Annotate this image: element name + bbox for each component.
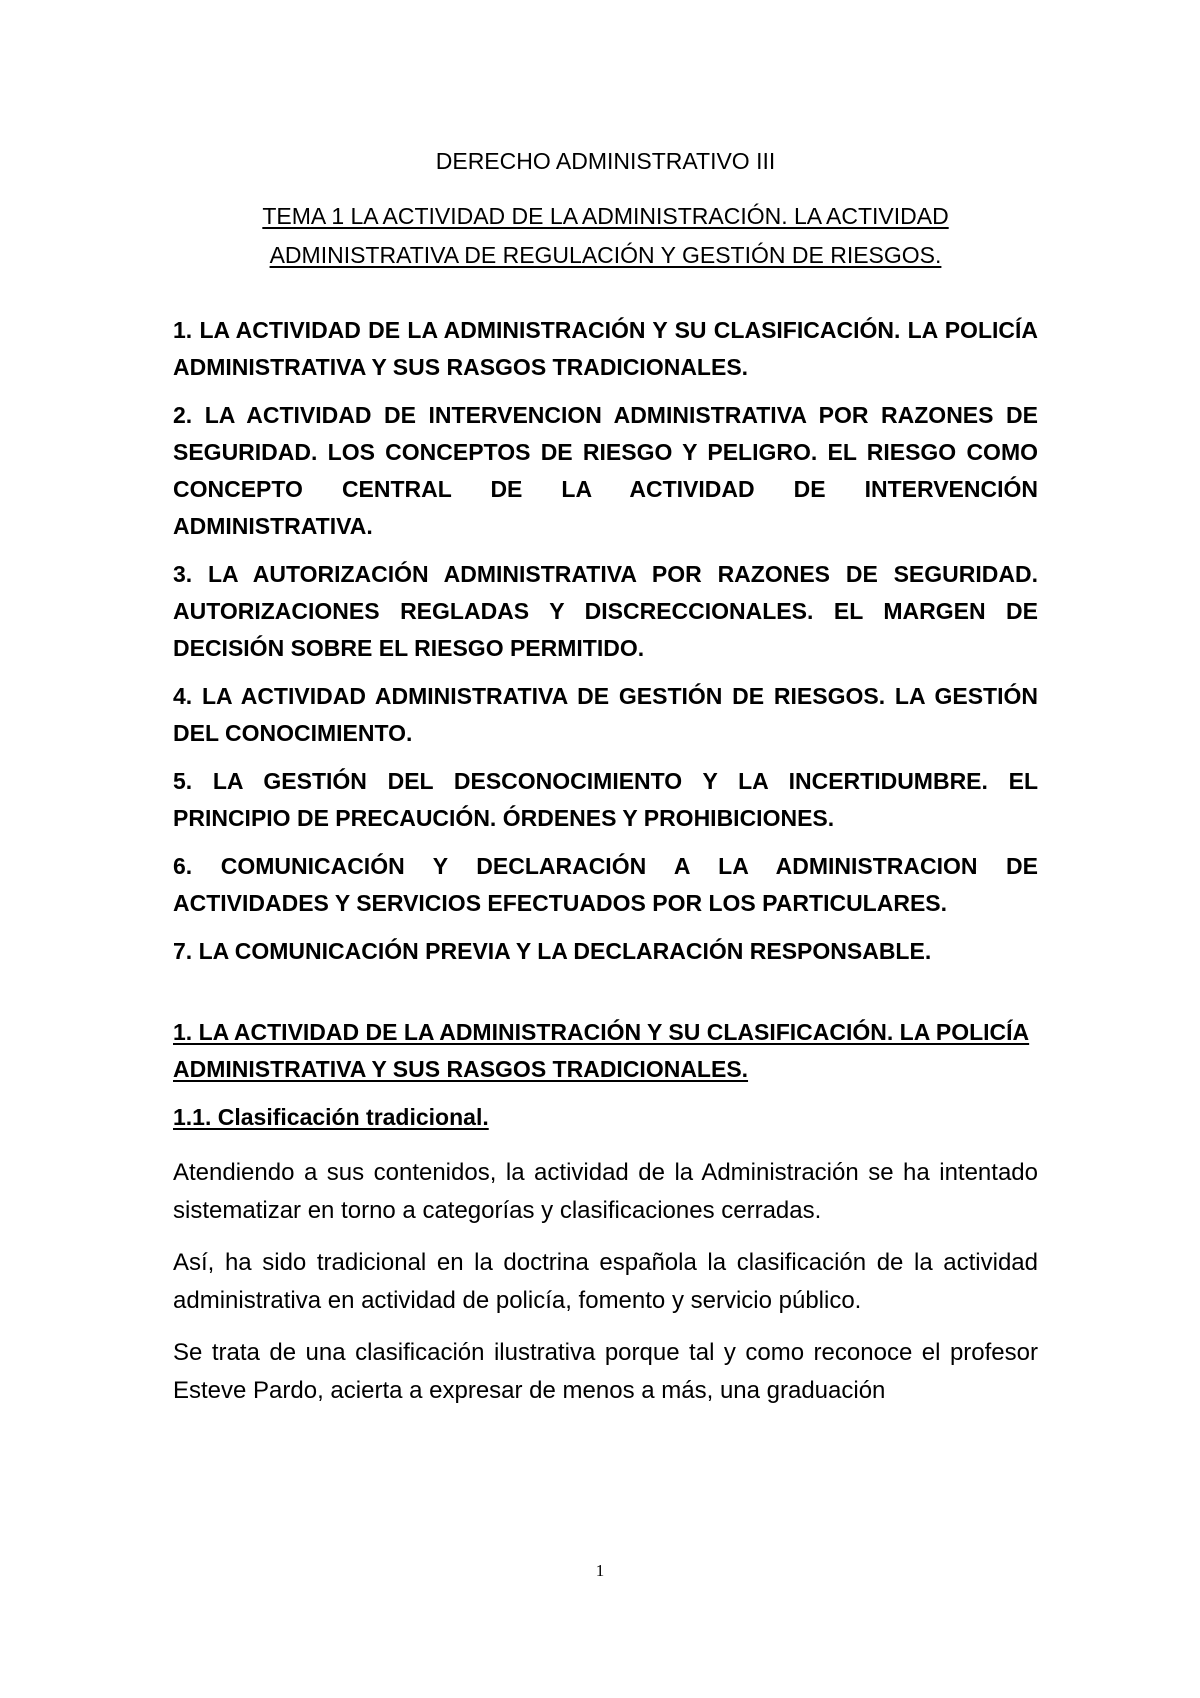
page-number: 1 <box>595 1561 605 1580</box>
table-of-contents <box>173 312 1038 970</box>
toc-item-3: 3. LA AUTORIZACIÓN ADMINISTRATIVA POR RAZONES DE SEGURIDAD. AUTORIZACIONES REGLADAS Y DISCRECCIONALES. EL MARGEN DE DECISIÓN SOBRE EL RIESGO PERMITIDO. <box>173 561 1038 661</box>
paragraph-3: Se trata de una clasificación ilustrativa porque tal y como reconoce el profesor Esteve Pardo, acierta a expresar de menos a más, una graduación <box>173 1339 1038 1404</box>
document-title: DERECHO ADMINISTRATIVO III <box>435 148 776 174</box>
section-heading: 1. LA ACTIVIDAD DE LA ADMINISTRACIÓN Y SU CLASIFICACIÓN. LA POLICÍA ADMINISTRATIVA Y SUS RASGOS TRADICIONALES. <box>173 1019 1030 1082</box>
paragraph-2: Así, ha sido tradicional en la doctrina española la clasificación de la actividad administrativa en actividad de policía, fomento y servicio público. <box>173 1249 1038 1314</box>
toc-item-5: 5. LA GESTIÓN DEL DESCONOCIMIENTO Y LA INCERTIDUMBRE. EL PRINCIPIO DE PRECAUCIÓN. ÓRDENES Y PROHIBICIONES. <box>173 768 1038 831</box>
toc-item-2: 2. LA ACTIVIDAD DE INTERVENCION ADMINISTRATIVA POR RAZONES DE SEGURIDAD. LOS CONCEPTOS DE RIESGO Y PELIGRO. EL RIESGO COMO CONCEPTO CENTRAL DE LA ACTIVIDAD DE INTERVENCIÓN ADMINISTRATIVA. <box>173 402 1038 539</box>
paragraph-1: Atendiendo a sus contenidos, la actividad de la Administración se ha intentado sistematizar en torno a categorías y clasificaciones cerradas. <box>173 1159 1038 1224</box>
toc-item-4: 4. LA ACTIVIDAD ADMINISTRATIVA DE GESTIÓN DE RIESGOS. LA GESTIÓN DEL CONOCIMIENTO. <box>173 683 1038 746</box>
toc-item-6: 6. COMUNICACIÓN Y DECLARACIÓN A LA ADMINISTRACION DE ACTIVIDADES Y SERVICIOS EFECTUADOS POR LOS PARTICULARES. <box>173 853 1038 916</box>
toc-item-7: 7. LA COMUNICACIÓN PREVIA Y LA DECLARACIÓN RESPONSABLE. <box>173 938 932 964</box>
toc-item-1: 1. LA ACTIVIDAD DE LA ADMINISTRACIÓN Y SU CLASIFICACIÓN. LA POLICÍA ADMINISTRATIVA Y SUS RASGOS TRADICIONALES. <box>173 317 1038 380</box>
tema-heading: TEMA 1 LA ACTIVIDAD DE LA ADMINISTRACIÓN. LA ACTIVIDAD ADMINISTRATIVA DE REGULACIÓN Y GESTIÓN DE RIESGOS. <box>262 203 949 268</box>
subsection-heading: 1.1. Clasificación tradicional. <box>173 1104 489 1130</box>
